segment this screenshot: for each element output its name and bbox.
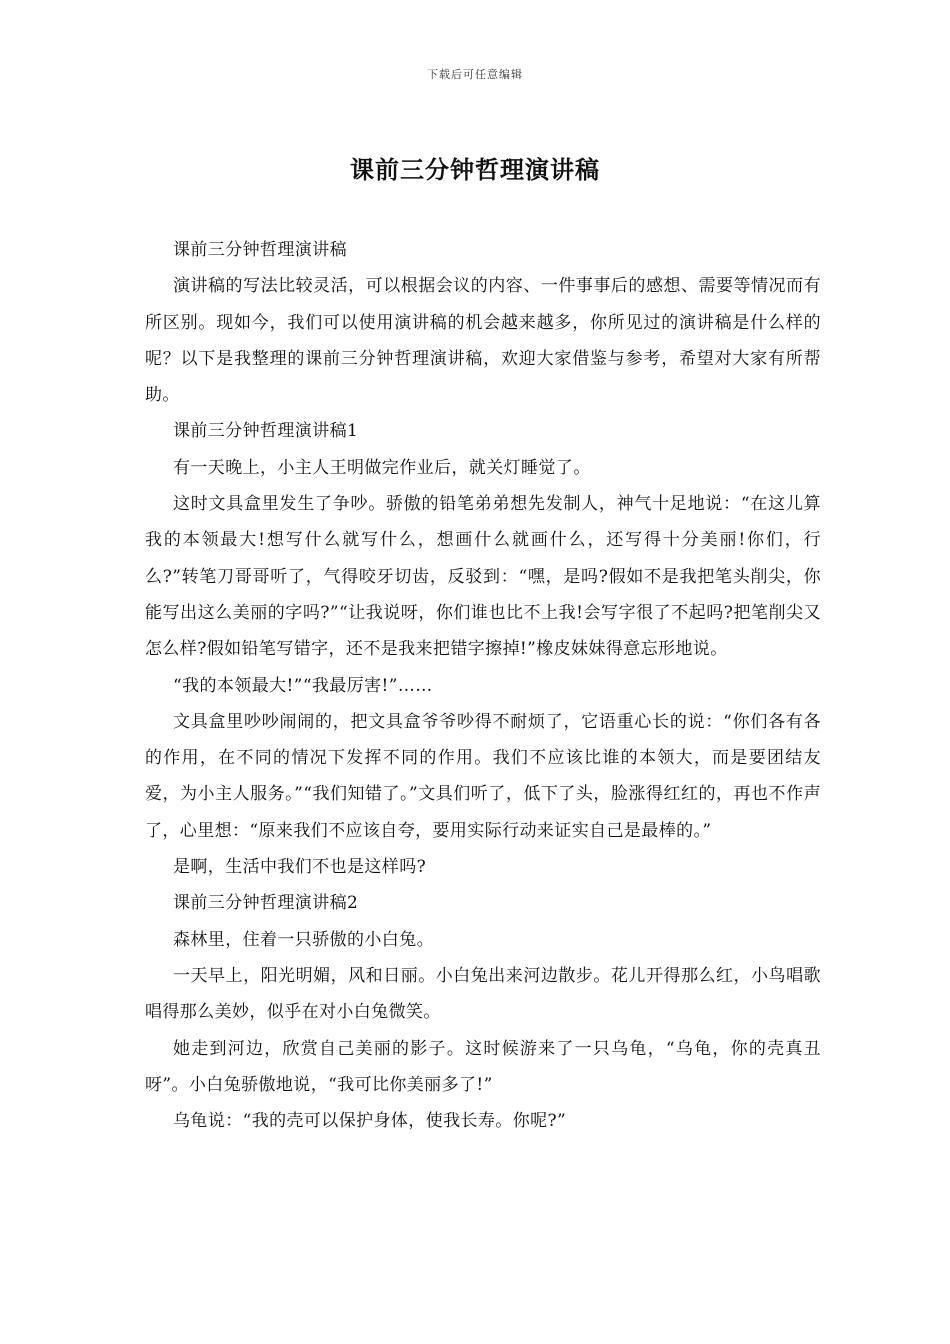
body-paragraph: 有一天晚上，小主人王明做完作业后，就关灯睡觉了。: [173, 457, 591, 478]
body-paragraph: 乌龟说：“我的壳可以保护身体，使我长寿。你呢?”: [173, 1111, 567, 1132]
body-paragraph: 文具盒里吵吵闹闹的，把文具盒爷爷吵得不耐烦了，它语重心长的说：“你们各有各的作用，在不同的情况下发挥不同的作用。我们不应该比谁的本领大，而是要团结友爱，为小主人服务。”“我们知错了。”文具们听了，低下了头，脸涨得红红的，再也不作声了，心里想：“原来我们不应该自夸，要用实际行动来证实自己是最棒的。”: [145, 711, 821, 841]
document-body: [145, 232, 821, 1139]
body-paragraph: 森林里，住着一只骄傲的小白兔。: [173, 929, 434, 950]
body-paragraph: 课前三分钟哲理演讲稿1: [173, 421, 359, 442]
header-note: 下载后可任意编辑: [427, 68, 523, 81]
document-title: 课前三分钟哲理演讲稿: [350, 155, 600, 184]
body-paragraph: 演讲稿的写法比较灵活，可以根据会议的内容、一件事事后的感想、需要等情况而有所区别。现如今，我们可以使用演讲稿的机会越来越多，你所见过的演讲稿是什么样的呢？以下是我整理的课前三分钟哲理演讲稿，欢迎大家借鉴与参考，希望对大家有所帮助。: [145, 276, 821, 406]
body-paragraph: 课前三分钟哲理演讲稿2: [173, 893, 359, 914]
body-paragraph: 这时文具盒里发生了争吵。骄傲的铅笔弟弟想先发制人，神气十足地说：“在这儿算我的本领最大!想写什么就写什么，想画什么就画什么，还写得十分美丽!你们，行么?”转笔刀哥哥听了，气得咬牙切齿，反驳到：“嘿，是吗?假如不是我把笔头削尖，你能写出这么美丽的字吗?”“让我说呀，你们谁也比不上我!会写字很了不起吗?把笔削尖又怎么样?假如铅笔写错字，还不是我来把错字擦掉!”橡皮妹妹得意忘形地说。: [145, 494, 821, 660]
body-paragraph: 她走到河边，欣赏自己美丽的影子。这时候游来了一只乌龟，“乌龟，你的壳真丑呀”。小白兔骄傲地说，“我可比你美丽多了!”: [145, 1038, 821, 1095]
body-paragraph: 一天早上，阳光明媚，风和日丽。小白兔出来河边散步。花儿开得那么红，小鸟唱歌唱得那么美妙，似乎在对小白兔微笑。: [145, 965, 821, 1023]
body-paragraph: “我的本领最大!”“我最厉害!”……: [173, 675, 433, 696]
body-paragraph: 课前三分钟哲理演讲稿: [173, 240, 347, 260]
body-paragraph: 是啊，生活中我们不也是这样吗?: [173, 857, 427, 878]
